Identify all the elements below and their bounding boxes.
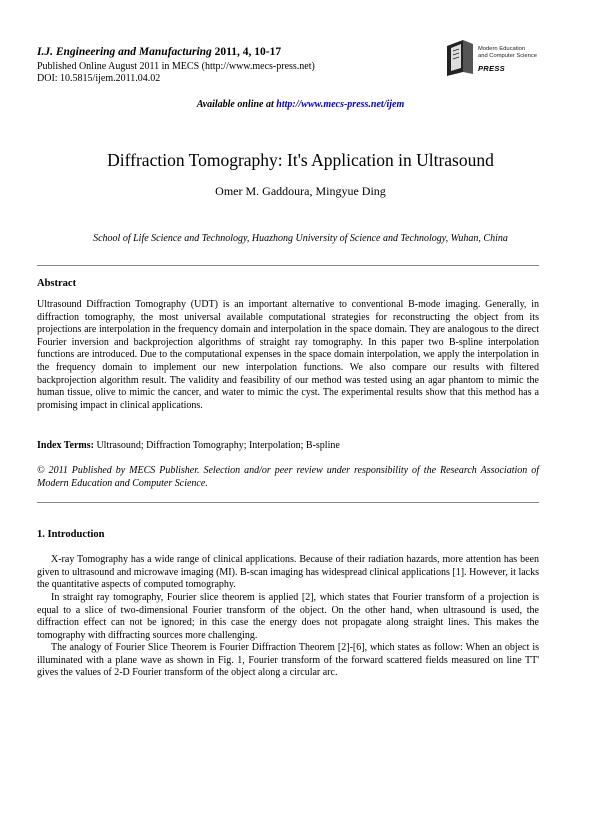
journal-link[interactable]: http://www.mecs-press.net/ijem (276, 99, 405, 110)
abstract-text: Ultrasound Diffraction Tomography (UDT) is an important alternative to conventional B-mode imaging. Generally, in diffraction tomography, the most universal available computational strategies for reconstructing the object from its projections are interpolation in the frequency domain and interpolation in the space domain. They are analogous to the direct Fourier inversion and backprojection algorithms of straight ray tomography. In this paper two B-spline interpolation functions are introduced. Due to the computational expenses in the space domain interpolation, we apply the interpolation in the frequency domain to implement our new interpolation functions. We also compare our results with filtered backprojection algorithm result. The validity and feasibility of our method was tested using an agar phantom to mimic the human tissue, olive to mimic the cancer, and water to mimic the cyst. The experimental results show that this method has a promising impact in clinical applications. (37, 299, 539, 411)
publisher-logo (443, 38, 553, 84)
introduction-heading: 1. Introduction (37, 529, 105, 540)
journal-citation (37, 46, 281, 58)
logo-press: PRESS (478, 64, 505, 73)
intro-paragraph: X-ray Tomography has a wide range of clinical applications. Because of their radiation hazards, more attention has been given to ultrasound and microwave imaging (MI). B-scan imaging has widespread clinical applications [1]. However, it lacks the quantitative aspects of computed tomography. (37, 554, 539, 591)
divider (37, 265, 539, 266)
index-terms-value: Ultrasound; Diffraction Tomography; Interpolation; B-spline (96, 440, 340, 451)
logo-text: Modern Education and Computer Science (478, 46, 537, 59)
book-stack-icon (443, 38, 477, 78)
paper-title: Diffraction Tomography: It's Application in Ultrasound (107, 150, 494, 170)
copyright-notice: © 2011 Published by MECS Publisher. Selection and/or peer review under responsibility of the Research Association of Modern Education and Computer Science. (37, 465, 539, 489)
index-terms (37, 440, 539, 453)
divider (37, 502, 539, 503)
doi: DOI: 10.5815/ijem.2011.04.02 (37, 73, 161, 84)
index-terms-label: Index Terms: (37, 440, 94, 451)
paper-affiliation: School of Life Science and Technology, Huazhong University of Science and Technology, Wuhan, China (93, 233, 508, 244)
journal-issue: 2011, 4, 10-17 (214, 46, 282, 58)
abstract-heading: Abstract (37, 278, 77, 289)
intro-paragraph: The analogy of Fourier Slice Theorem is Fourier Diffraction Theorem [2]-[6], which states as follow: When an object is illuminated with a plane wave as shown in Fig. 1, Fourier transform of the forward scattered fields measured on line TT' gives the values of 2-D Fourier transform of the object along a circular arc. (37, 642, 539, 679)
paper-authors: Omer M. Gaddoura, Mingyue Ding (215, 184, 386, 198)
journal-name: I.J. Engineering and Manufacturing (37, 46, 212, 58)
intro-paragraph: In straight ray tomography, Fourier slice theorem is applied [2], which states that Fourier transform of a projection is equal to a slice of two-dimensional Fourier transform of the object. On the other hand, when ultrasound is used, the diffraction effect can not be ignored; in this case the energy does not propagate along straight lines. This makes the tomography with diffracting sources more challenging. (37, 592, 539, 641)
publication-info: Published Online August 2011 in MECS (http://www.mecs-press.net) (37, 61, 315, 72)
availability-line: Available online at http://www.mecs-press.net/ijem (196, 99, 405, 110)
